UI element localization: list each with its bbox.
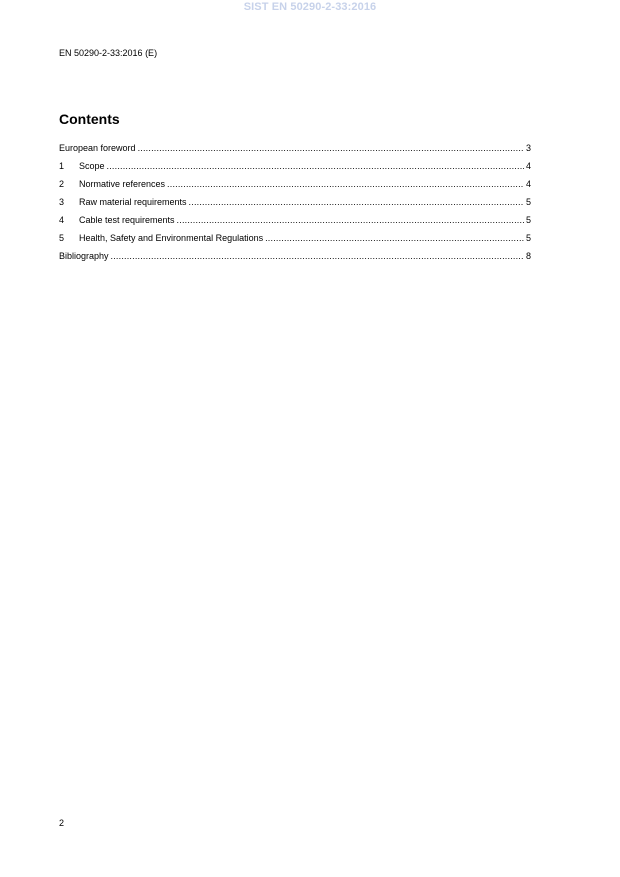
toc-entry-page: 5 [525,215,531,225]
toc-entry-title: Health, Safety and Environmental Regulations [79,233,264,243]
toc-entry-title: Scope [79,161,105,171]
toc-dot-leader [177,214,524,227]
toc-entry-page: 5 [525,233,531,243]
document-id: EN 50290-2-33:2016 (E) [59,48,158,58]
toc-entry-title: European foreword [59,143,136,153]
toc-entry-scope[interactable] [59,160,531,178]
toc-entry-number: 3 [59,197,65,207]
toc-dot-leader [107,160,524,173]
toc-entry-title: Raw material requirements [79,197,187,207]
toc-entry-cable-test-requirements[interactable] [59,214,531,232]
toc-entry-health-safety-environmental[interactable] [59,232,531,250]
table-of-contents [59,142,531,268]
toc-entry-raw-material-requirements[interactable] [59,196,531,214]
toc-entry-number: 5 [59,233,65,243]
toc-dot-leader [111,250,524,263]
toc-entry-title: Bibliography [59,251,109,261]
toc-entry-bibliography[interactable] [59,250,531,268]
toc-entry-number: 1 [59,161,65,171]
toc-dot-leader [265,232,524,245]
toc-dot-leader [167,178,524,191]
toc-entry-page: 4 [525,161,531,171]
toc-entry-page: 4 [525,179,531,189]
toc-entry-number: 2 [59,179,65,189]
toc-entry-normative-references[interactable] [59,178,531,196]
toc-entry-page: 3 [525,143,531,153]
contents-heading: Contents [59,111,120,127]
page-number: 2 [59,818,65,828]
toc-entry-page: 5 [525,197,531,207]
toc-entry-european-foreword[interactable] [59,142,531,160]
toc-dot-leader [138,142,524,155]
toc-entry-number: 4 [59,215,65,225]
toc-entry-title: Cable test requirements [79,215,175,225]
toc-dot-leader [189,196,524,209]
toc-entry-page: 8 [525,251,531,261]
watermark: SIST EN 50290-2-33:2016 [243,1,377,13]
toc-entry-title: Normative references [79,179,166,189]
